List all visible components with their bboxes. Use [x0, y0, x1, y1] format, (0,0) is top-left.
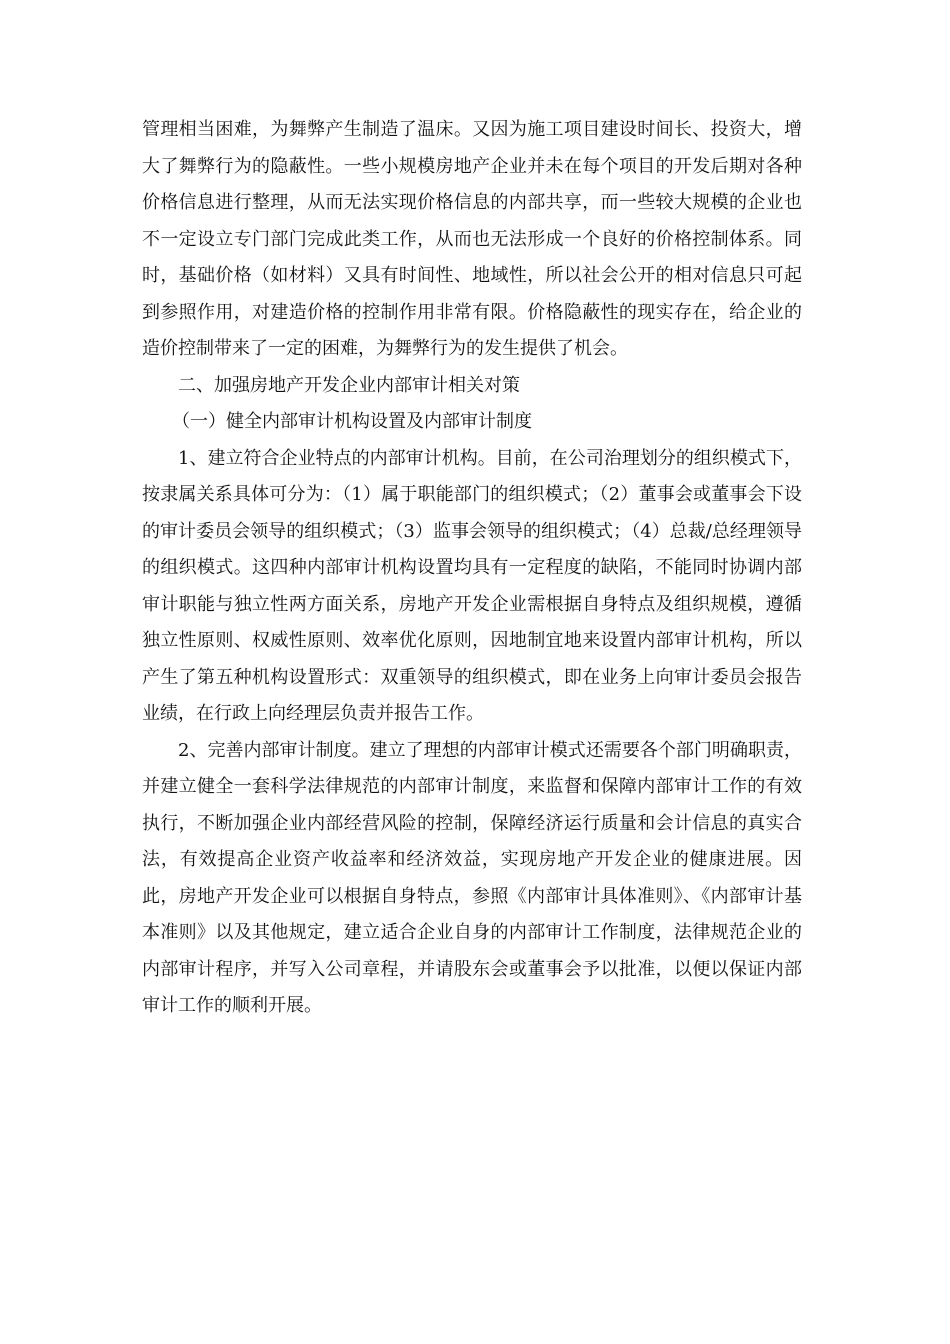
section-heading: 二、加强房地产开发企业内部审计相关对策 — [178, 374, 520, 396]
subsection-heading: （一）健全内部审计机构设置及内部审计制度 — [172, 411, 532, 432]
document-page — [142, 112, 802, 1025]
body-paragraph-audit-organization: 1、建立符合企业特点的内部审计机构。目前，在公司治理划分的组织模式下，按隶属关系具体可分为：（1）属于职能部门的组织模式；（2）董事会或董事会下设的审计委员会领导的组织模式；（3）监事会领导的组织模式；（4）总裁/总经理领导的组织模式。这四种内部审计机构设置均具有一定程度的缺陷，不能同时协调内部审计职能与独立性两方面关系，房地产开发企业需根据自身特点及组织规模，遵循独立性原则、权威性原则、效率优化原则，因地制宜地来设置内部审计机构，所以产生了第五种机构设置形式：双重领导的组织模式，即在业务上向审计委员会报告业绩，在行政上向经理层负责并报告工作。 — [142, 447, 802, 724]
body-paragraph-audit-system: 2、完善内部审计制度。建立了理想的内部审计模式还需要各个部门明确职责，并建立健全一套科学法律规范的内部审计制度，来监督和保障内部审计工作的有效执行，不断加强企业内部经营风险的控制，保障经济运行质量和会计信息的真实合法，有效提高企业资产收益率和经济效益，实现房地产开发企业的健康进展。因此，房地产开发企业可以根据自身特点，参照《内部审计具体准则》、《内部审计基本准则》以及其他规定，建立适合企业自身的内部审计工作制度，法律规范企业的内部审计程序，并写入公司章程，并请股东会或董事会予以批准，以便以保证内部审计工作的顺利开展。 — [142, 739, 802, 1016]
body-paragraph-continued: 管理相当困难，为舞弊产生制造了温床。又因为施工项目建设时间长、投资大，增大了舞弊行为的隐蔽性。一些小规模房地产企业并未在每个项目的开发后期对各种价格信息进行整理，从而无法实现价格信息的内部共享，而一些较大规模的企业也不一定设立专门部门完成此类工作，从而也无法形成一个良好的价格控制体系。同时，基础价格（如材料）又具有时间性、地域性，所以社会公开的相对信息只可起到参照作用，对建造价格的控制作用非常有限。价格隐蔽性的现实存在，给企业的造价控制带来了一定的困难，为舞弊行为的发生提供了机会。 — [142, 119, 802, 359]
